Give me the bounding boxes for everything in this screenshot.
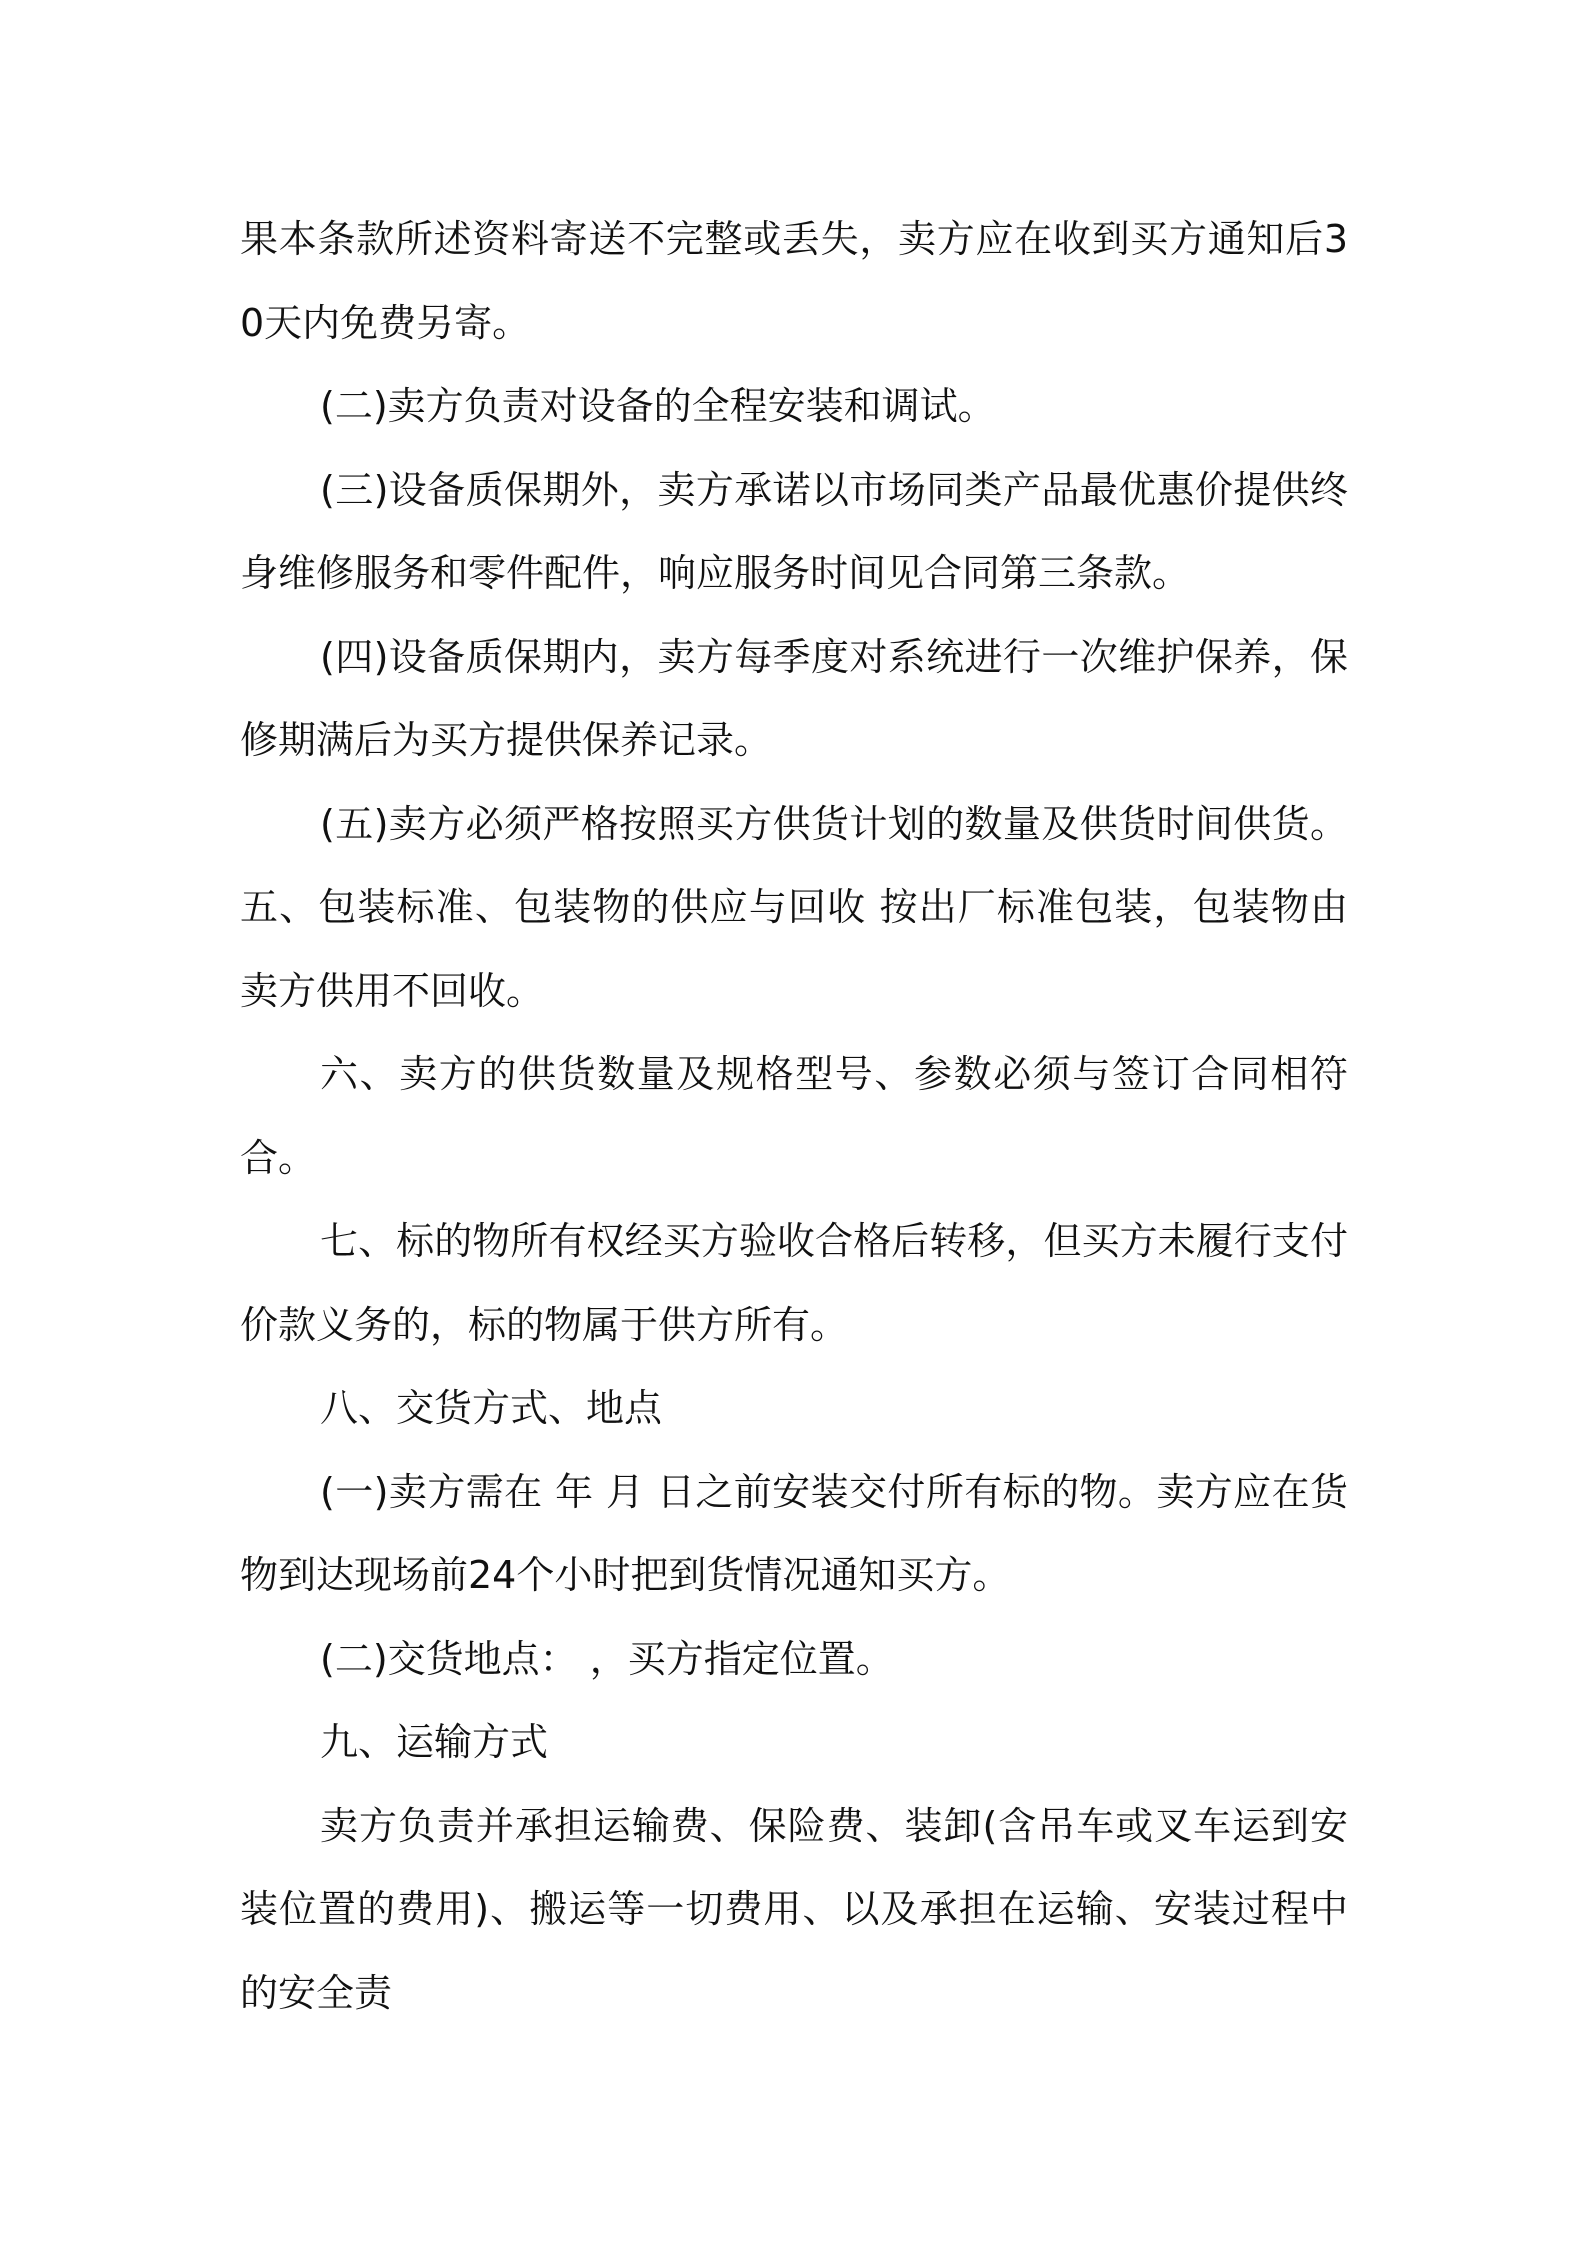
paragraph-transport-terms: 卖方负责并承担运输费、保险费、装卸(含吊车或叉车运到安装位置的费用)、搬运等一切费用、以及承担在运输、安装过程中的安全责	[240, 1803, 1349, 2015]
heading-section-8: 八、交货方式、地点	[320, 1386, 663, 1430]
heading-section-9: 九、运输方式	[320, 1720, 549, 1764]
paragraph-clause-4: (四)设备质保期内，卖方每季度对系统进行一次维护保养，保修期满后为买方提供保养记录。	[240, 634, 1348, 762]
paragraph-continued-clause: 果本条款所述资料寄送不完整或丢失，卖方应在收到买方通知后30天内免费另寄。	[240, 217, 1348, 345]
paragraph-section-6: 六、卖方的供货数量及规格型号、参数必须与签订合同相符合。	[240, 1052, 1348, 1180]
paragraph-delivery-time: (一)卖方需在 年 月 日之前安装交付所有标的物。卖方应在货物到达现场前24个小时把到货情况通知买方。	[240, 1469, 1348, 1597]
paragraph-section-7: 七、标的物所有权经买方验收合格后转移，但买方未履行支付价款义务的，标的物属于供方所有。	[240, 1219, 1348, 1347]
paragraph-clause-3: (三)设备质保期外，卖方承诺以市场同类产品最优惠价提供终身维修服务和零件配件，响应服务时间见合同第三条款。	[240, 467, 1348, 595]
paragraph-delivery-location: (二)交货地点： ，买方指定位置。	[320, 1636, 894, 1681]
paragraph-clause-2: (二)卖方负责对设备的全程安装和调试。	[320, 384, 996, 428]
paragraph-clause-5: (五)卖方必须严格按照买方供货计划的数量及供货时间供货。 五、包装标准、包装物的供应与回收 按出厂标准包装，包装物由卖方供用不回收。	[240, 801, 1348, 1013]
document-body	[240, 198, 1348, 2035]
